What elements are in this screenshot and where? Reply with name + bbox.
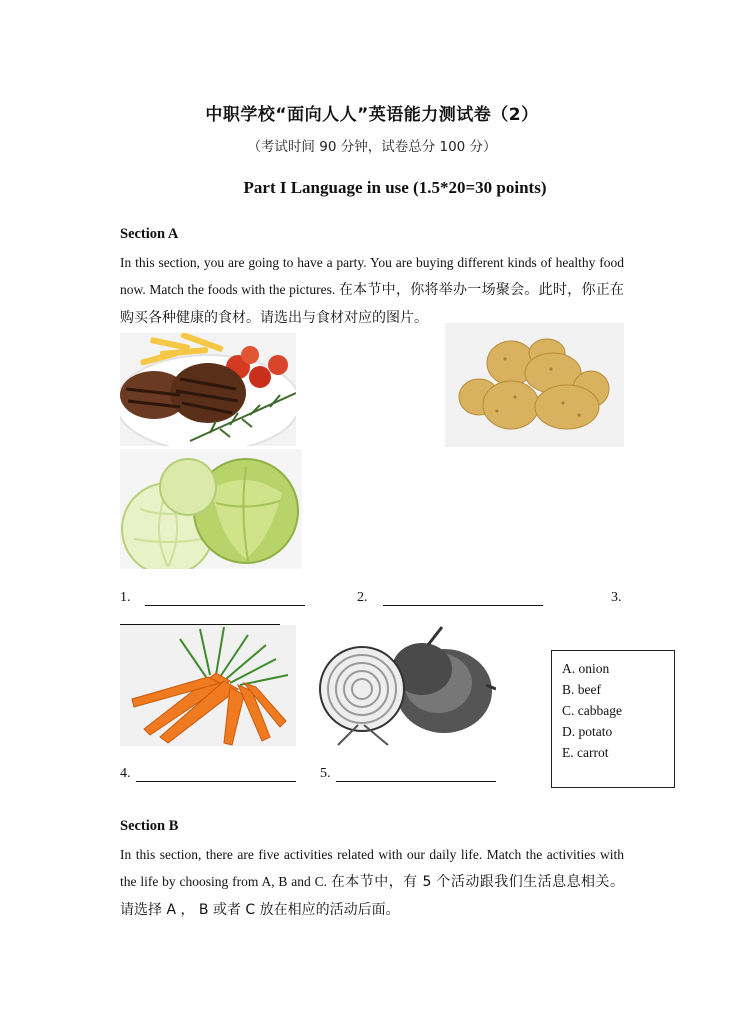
answer-blank-1[interactable] (145, 605, 305, 606)
section-b-instruction-en: In this section, there are five activities related with our daily life. Match the activities with the life by choosing from A, B and C. (120, 847, 624, 889)
answer-blank-4[interactable] (136, 781, 296, 782)
option-b: B. beef (562, 682, 601, 697)
section-a-instruction-zh: 在本节中，你将举办一场聚会。此时，你正在购买各种健康的食材。请选出与食材对应的图片。 (120, 282, 625, 326)
section-b-heading: Section B (120, 818, 179, 834)
blank-number-1: 1. (120, 590, 131, 605)
options-box (551, 650, 675, 788)
answer-blank-5[interactable] (336, 781, 496, 782)
steak-image (120, 333, 296, 446)
option-a: A. onion (562, 661, 610, 676)
answer-blank-2[interactable] (383, 605, 543, 606)
option-d: D. potato (562, 724, 613, 739)
onion-image (318, 625, 496, 746)
potato-image (445, 323, 624, 447)
exam-title: 中职学校“面向人人”英语能力测试卷（2） (205, 105, 539, 125)
part-title: Part I Language in use (1.5*20=30 points) (243, 178, 547, 197)
cabbage-image (120, 449, 302, 569)
blank-number-4: 4. (120, 766, 131, 781)
blank-number-3: 3. (611, 590, 622, 605)
exam-subtitle: （考试时间 90 分钟，试卷总分 100 分） (247, 139, 497, 155)
option-c: C. cabbage (562, 703, 622, 718)
section-b-instruction-zh: 在本节中，有 5 个活动跟我们生活息息相关。请选择 A ， B 或者 C 放在相应的活动后面。 (120, 874, 624, 918)
carrot-image (120, 625, 296, 746)
blank-number-5: 5. (320, 766, 331, 781)
section-b-instruction (120, 841, 624, 924)
section-a-instruction (120, 249, 624, 332)
option-e: E. carrot (562, 745, 609, 760)
blank-number-2: 2. (357, 590, 368, 605)
section-a-instruction-en: In this section, you are going to have a party. You are buying different kinds of healthy food now. Match the foods with the pictures. (120, 255, 624, 297)
section-a-heading: Section A (120, 226, 179, 242)
